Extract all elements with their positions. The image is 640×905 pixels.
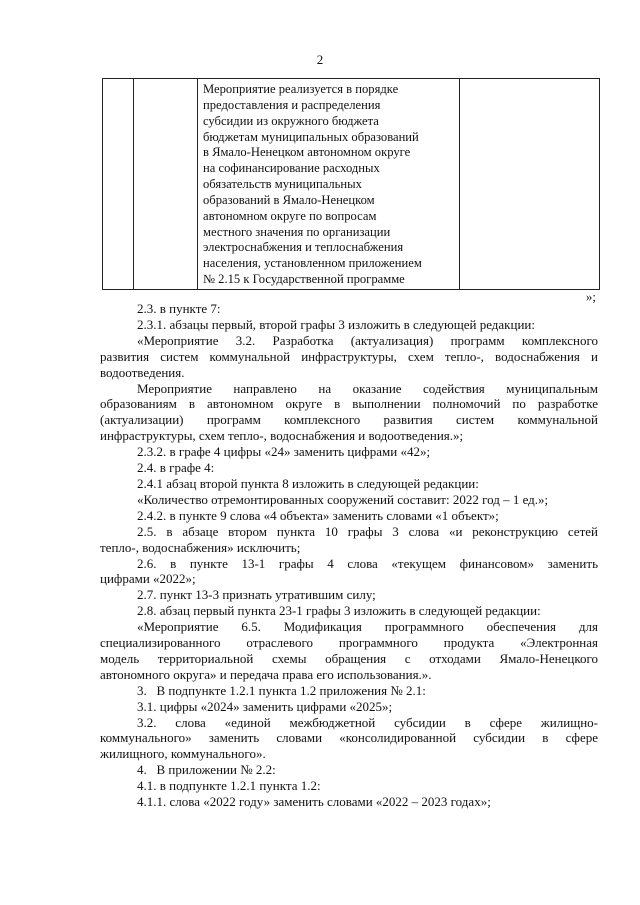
paragraph-2-5 [100, 524, 598, 556]
text-line: инфраструктуры, схем тепло-, водоснабжения и водоотведения.»; [100, 428, 464, 444]
table-cell-line: обязательств муниципальных [203, 177, 362, 192]
paragraph-2-8: 2.8. абзац первый пункта 23-1 графы 3 изложить в следующей редакции: [137, 603, 541, 619]
paragraph-4: 4. В приложении № 2.2: [137, 762, 276, 778]
paragraph-2-3-2: 2.3.2. в графе 4 цифры «24» заменить цифрами «42»; [137, 444, 431, 460]
text-line: 2.5. в абзаце втором пункта 10 графы 3 слова «и реконструкцию сетей [137, 523, 598, 539]
table-cell-line: населения, установленном приложением [203, 256, 422, 271]
text-line: 3.2. слова «единой межбюджетной субсидии в сфере жилищно- [137, 714, 598, 730]
table-cell-line: на софинансирование расходных [203, 161, 380, 176]
text-line: жилищного, коммунального». [100, 746, 266, 762]
table-cell-line: электроснабжения и теплоснабжения [203, 240, 404, 255]
document-body [100, 301, 598, 810]
paragraph-4-1-1: 4.1.1. слова «2022 году» заменить словами «2022 – 2023 годах»; [137, 794, 491, 810]
paragraph-2-7: 2.7. пункт 13-3 признать утратившим силу; [137, 587, 376, 603]
paragraph-4-1: 4.1. в подпункте 1.2.1 пункта 1.2: [137, 778, 321, 794]
paragraph-2-4-2: 2.4.2. в пункте 9 слова «4 объекта» заменить словами «1 объект»; [137, 507, 499, 523]
paragraph-2-3: 2.3. в пункте 7: [137, 301, 221, 316]
text-line: специализированного отраслевого программного продукта «Электронная [100, 635, 598, 651]
table-cell-line: предоставления и распределения [203, 97, 381, 112]
table-cell-line: местного значения по организации [203, 224, 391, 239]
continuation-table [102, 78, 600, 290]
table-cell-line: субсидии из окружного бюджета [203, 113, 379, 128]
text-line: водоотведения. [100, 364, 185, 380]
text-line: «Мероприятие 3.2. Разработка (актуализация) программ комплексного [137, 332, 598, 348]
table-cell-text [203, 82, 456, 288]
table-closing-quote: »; [585, 289, 596, 304]
paragraph-3-1: 3.1. цифры «2024» заменить цифрами «2025»; [137, 698, 393, 714]
text-line: модель территориальной схемы обращения с отходами Ямало-Ненецкого [100, 650, 598, 666]
text-line: коммунального» заменить словами «консолидированной субсидии в сфере [100, 730, 598, 746]
text-line: развития систем коммунальной инфраструктуры, схем тепло-, водоснабжения и [100, 348, 598, 364]
text-line: (актуализации) программ комплексного развития систем коммунальной [100, 412, 598, 428]
paragraph-measure-3-2 [100, 333, 598, 381]
paragraph-measure-purpose [100, 381, 598, 445]
paragraph-3: 3. В подпункте 1.2.1 пункта 1.2 приложения № 2.1: [137, 682, 426, 698]
text-line: цифрами «2022»; [100, 571, 196, 587]
paragraph-2-3-1: 2.3.1. абзацы первый, второй графы 3 изложить в следующей редакции: [137, 316, 535, 332]
table-cell-line: Мероприятие реализуется в порядке [203, 82, 399, 96]
paragraph-3-2 [100, 715, 598, 763]
text-line: образованиям в автономном округе в выполнении полномочий по разработке [100, 396, 598, 412]
text-line: автономного округа» и передача права его использования.». [100, 666, 432, 682]
paragraph-2-6 [100, 556, 598, 588]
paragraph-2-4: 2.4. в графе 4: [137, 460, 215, 476]
table-cell-line: бюджетам муниципальных образований [203, 129, 419, 144]
table-cell-line: образований в Ямало-Ненецком [203, 192, 375, 207]
paragraph-quantity: «Количество отремонтированных сооружений составит: 2022 год – 1 ед.»; [137, 491, 549, 507]
table-cell-line: № 2.15 к Государственной программе [203, 272, 405, 287]
text-line: 2.6. в пункте 13-1 графы 4 слова «текущем финансовом» заменить [137, 555, 598, 571]
paragraph-2-4-1: 2.4.1 абзац второй пункта 8 изложить в следующей редакции: [137, 475, 479, 491]
page-number: 2 [316, 52, 324, 67]
table-column-divider [459, 79, 460, 289]
table-cell-line: в Ямало-Ненецком автономном округе [203, 145, 411, 160]
table-column-divider [197, 79, 198, 289]
table-cell-line: автономном округе по вопросам [203, 208, 377, 223]
text-line: Мероприятие направлено на оказание содействия муниципальным [137, 380, 598, 396]
paragraph-measure-6-5 [100, 619, 598, 683]
text-line: тепло-, водоснабжения» исключить; [100, 539, 301, 555]
table-column-divider [133, 79, 134, 289]
text-line: «Мероприятие 6.5. Модификация программного обеспечения для [137, 619, 598, 635]
